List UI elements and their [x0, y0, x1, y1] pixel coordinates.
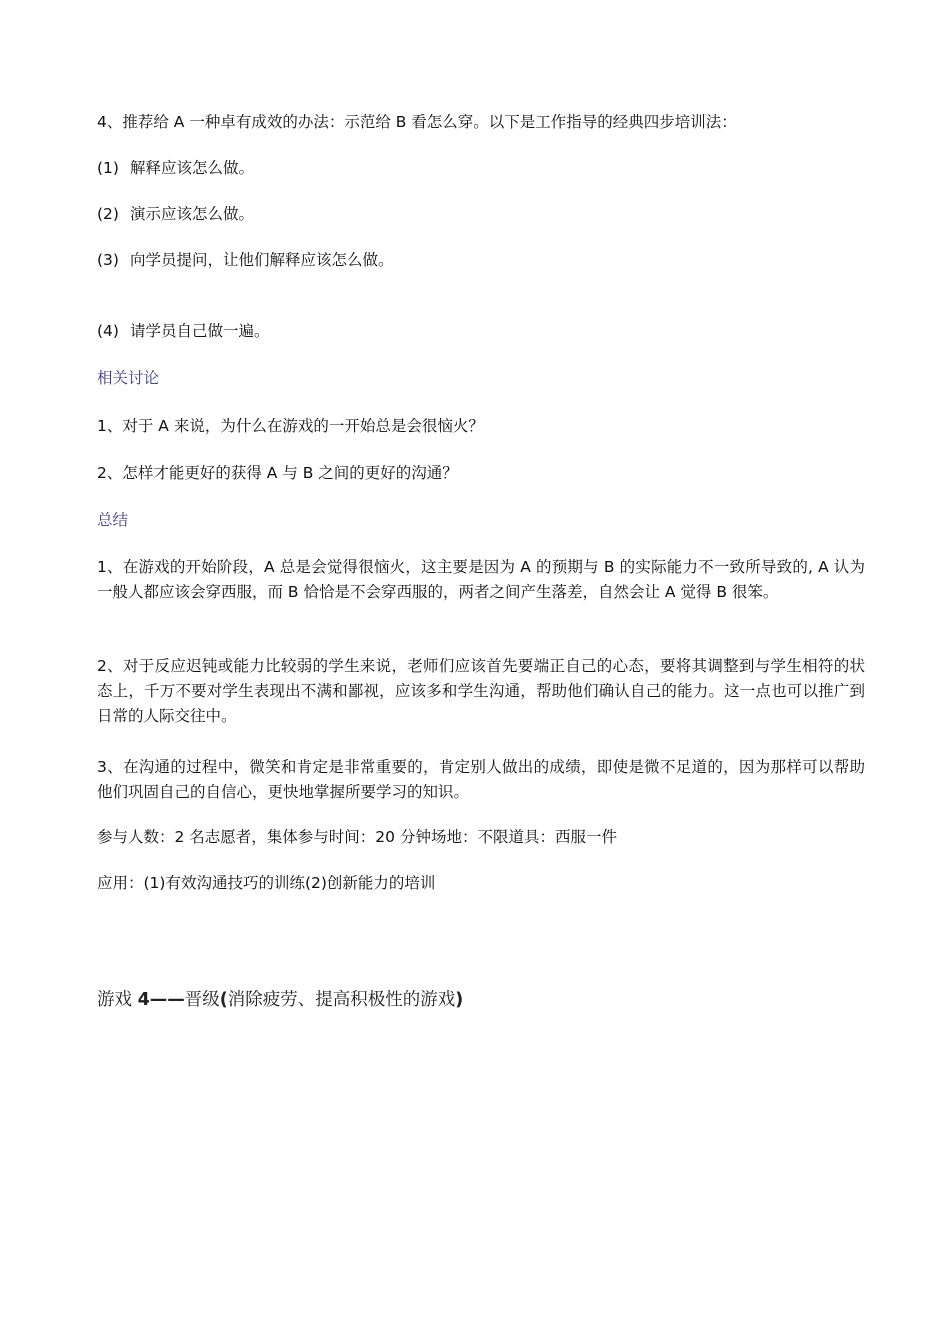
step-number: (3) [97, 251, 119, 269]
summary-point-3: 3、在沟通的过程中，微笑和肯定是非常重要的，肯定别人做出的成绩，即使是微不足道的，因为那样可以帮助他们巩固自己的自信心，更快地掌握所要学习的知识。 [97, 758, 865, 801]
step-3 [97, 248, 394, 272]
discussion-question-2: 2、怎样才能更好的获得 A 与 B 之间的更好的沟通？ [97, 464, 458, 482]
step-4 [97, 319, 270, 343]
title-main: 晋级 [184, 990, 220, 1010]
step-number: (1) [97, 159, 119, 177]
step-text: 向学员提问，让他们解释应该怎么做。 [130, 251, 394, 269]
step-text: 演示应该怎么做。 [130, 205, 255, 223]
step-2 [97, 202, 254, 226]
discussion-heading: 相关讨论 [97, 369, 160, 387]
intro-text: 4、推荐给 A 一种卓有成效的办法：示范给 B 看怎么穿。以下是工作指导的经典四步培训法： [97, 113, 737, 131]
title-number: 4—— [137, 990, 185, 1010]
game-info: 参与人数：2 名志愿者，集体参与时间：20 分钟场地：不限道具：西服一件 [97, 828, 617, 846]
step-1 [97, 156, 254, 180]
title-open-paren: ( [219, 990, 228, 1010]
discussion-question-1: 1、对于 A 来说，为什么在游戏的一开始总是会很恼火？ [97, 417, 484, 435]
title-subtitle: 消除疲劳、提高积极性的游戏 [227, 990, 456, 1010]
summary-point-2: 2、对于反应迟钝或能力比较弱的学生来说，老师们应该首先要端正自己的心态，要将其调整到与学生相符的状态上，千万不要对学生表现出不满和鄙视，应该多和学生沟通，帮助他们确认自己的能力。这一点也可以推广到日常的人际交往中。 [97, 657, 865, 725]
title-prefix: 游戏 [97, 990, 138, 1010]
step-text: 请学员自己做一遍。 [130, 322, 270, 340]
title-close-paren: ) [455, 990, 464, 1010]
summary-heading: 总结 [97, 511, 129, 529]
summary-point-1: 1、在游戏的开始阶段，A 总是会觉得很恼火，这主要是因为 A 的预期与 B 的实际能力不一致所导致的, A 认为一般人都应该会穿西服，而 B 恰恰是不会穿西服的，两者之间产生落差，自然会让 A 觉得 B 很笨。 [97, 558, 865, 601]
step-number: (2) [97, 205, 119, 223]
application-text: 应用：(1)有效沟通技巧的训练(2)创新能力的培训 [97, 874, 436, 892]
step-text: 解释应该怎么做。 [130, 159, 255, 177]
step-number: (4) [97, 322, 119, 340]
next-game-title [97, 988, 463, 1012]
